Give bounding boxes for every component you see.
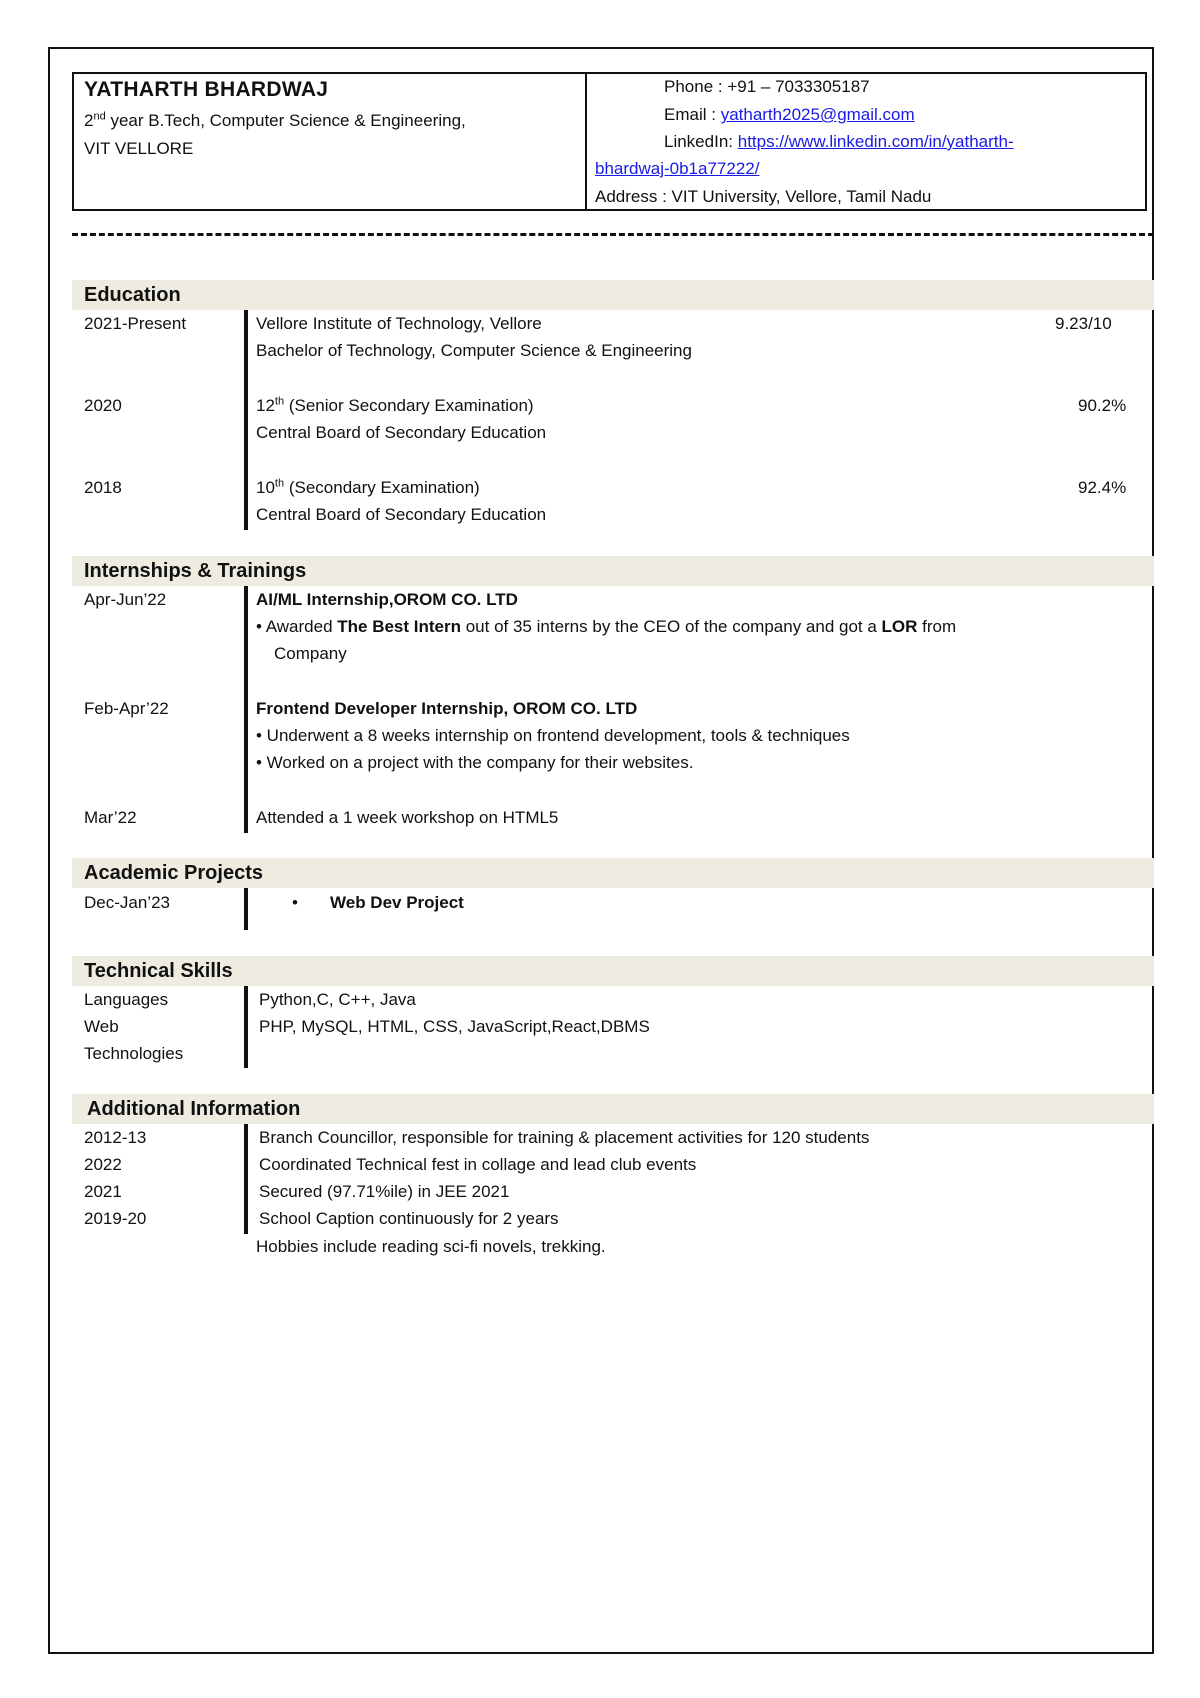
program-line [84,111,466,131]
edu-score-3: 92.4% [1078,478,1127,497]
intern-bullet-1-bold: The Best Intern [337,617,461,636]
email-link[interactable]: yatharth2025@gmail.com [720,105,915,124]
internships-title: Internships & Trainings [84,560,307,582]
education-title: Education [84,284,181,306]
additional-date-1: 2012-13 [84,1128,147,1147]
edu-exam-3-sup: th [274,477,285,490]
intern-bullet-1-pre: • Awarded [256,617,338,636]
intern-bullet-2a: • Underwent a 8 weeks internship on frontend development, tools & techniques [256,726,850,745]
additional-text-2: Coordinated Technical fest in collage and lead club events [259,1155,697,1174]
intern-bullet-1-post: from [917,617,957,636]
phone-line: Phone : +91 – 7033305187 [664,77,870,96]
year-number: 2 [84,111,94,130]
edu-score-2: 90.2% [1078,396,1127,415]
edu-degree-1: Bachelor of Technology, Computer Science & Engineering [256,341,692,360]
projects-title: Academic Projects [84,862,263,884]
skill-label-technologies: Technologies [84,1044,184,1063]
skill-value-languages: Python,C, C++, Java [259,990,416,1009]
email-label: Email : [664,105,721,124]
linkedin-link-continued [595,159,759,179]
program-text: year B.Tech, Computer Science & Engineering, [105,111,466,130]
edu-exam-3-text: (Secondary Examination) [284,478,480,497]
project-bullet-1: • [292,893,298,912]
projects-vline [244,888,248,930]
linkedin-link[interactable]: https://www.linkedin.com/in/yatharth- [737,132,1014,151]
intern-text-3: Attended a 1 week workshop on HTML5 [256,808,559,827]
additional-text-4: School Caption continuously for 2 years [259,1209,559,1228]
additional-title: Additional Information [87,1098,301,1120]
education-vline [244,310,248,530]
edu-exam-3-num: 10 [256,478,275,497]
edu-score-1: 9.23/10 [1055,314,1112,333]
edu-board-3: Central Board of Secondary Education [256,505,547,524]
address-line: Address : VIT University, Vellore, Tamil Nadu [595,187,932,206]
edu-exam-2-num: 12 [256,396,275,415]
project-name-1: Web Dev Project [330,893,464,912]
intern-date-2: Feb-Apr’22 [84,699,169,718]
intern-bullet-1-lor: LOR [881,617,918,636]
additional-text-1: Branch Councillor, responsible for training & placement activities for 120 students [259,1128,870,1147]
skill-label-web: Web [84,1017,119,1036]
edu-institution-1: Vellore Institute of Technology, Vellore [256,314,542,333]
intern-date-1: Apr-Jun’22 [84,590,167,609]
linkedin-link-part2[interactable]: bhardwaj-0b1a77222/ [595,159,760,178]
intern-bullet-1-mid: out of 35 interns by the CEO of the company and got a [461,617,882,636]
internships-vline [244,586,248,833]
edu-exam-3 [256,478,480,498]
additional-date-3: 2021 [84,1182,122,1201]
intern-bullet-2b: • Worked on a project with the company for their websites. [256,753,694,772]
additional-date-2: 2022 [84,1155,122,1174]
skill-value-web: PHP, MySQL, HTML, CSS, JavaScript,React,DBMS [259,1017,650,1036]
intern-heading-1: AI/ML Internship,OROM CO. LTD [256,590,518,609]
skills-title: Technical Skills [84,960,233,982]
edu-date-1: 2021-Present [84,314,187,333]
edu-date-3: 2018 [84,478,122,497]
education-bar [72,280,1154,310]
candidate-name: YATHARTH BHARDWAJ [84,78,329,101]
intern-bullet-1-continued: Company [274,644,347,663]
edu-exam-2-text: (Senior Secondary Examination) [284,396,534,415]
intern-bullet-1 [256,617,956,637]
skills-bar [72,956,1154,986]
hobbies-line: Hobbies include reading sci-fi novels, trekking. [256,1237,606,1256]
additional-vline [244,1124,248,1234]
edu-exam-2 [256,396,534,416]
year-suffix: nd [93,110,106,123]
edu-exam-2-sup: th [274,395,285,408]
skills-vline [244,986,248,1068]
email-line [664,105,915,125]
linkedin-label: LinkedIn: [664,132,738,151]
skill-label-languages: Languages [84,990,169,1009]
edu-date-2: 2020 [84,396,122,415]
intern-date-3: Mar’22 [84,808,137,827]
header-divider [585,72,587,211]
project-date-1: Dec-Jan’23 [84,893,170,912]
intern-heading-2: Frontend Developer Internship, OROM CO. LTD [256,699,638,718]
additional-text-3: Secured (97.71%ile) in JEE 2021 [259,1182,510,1201]
edu-board-2: Central Board of Secondary Education [256,423,547,442]
college-line: VIT VELLORE [84,139,194,158]
dashed-divider [72,233,1154,236]
additional-date-4: 2019-20 [84,1209,147,1228]
linkedin-line [664,132,1014,152]
